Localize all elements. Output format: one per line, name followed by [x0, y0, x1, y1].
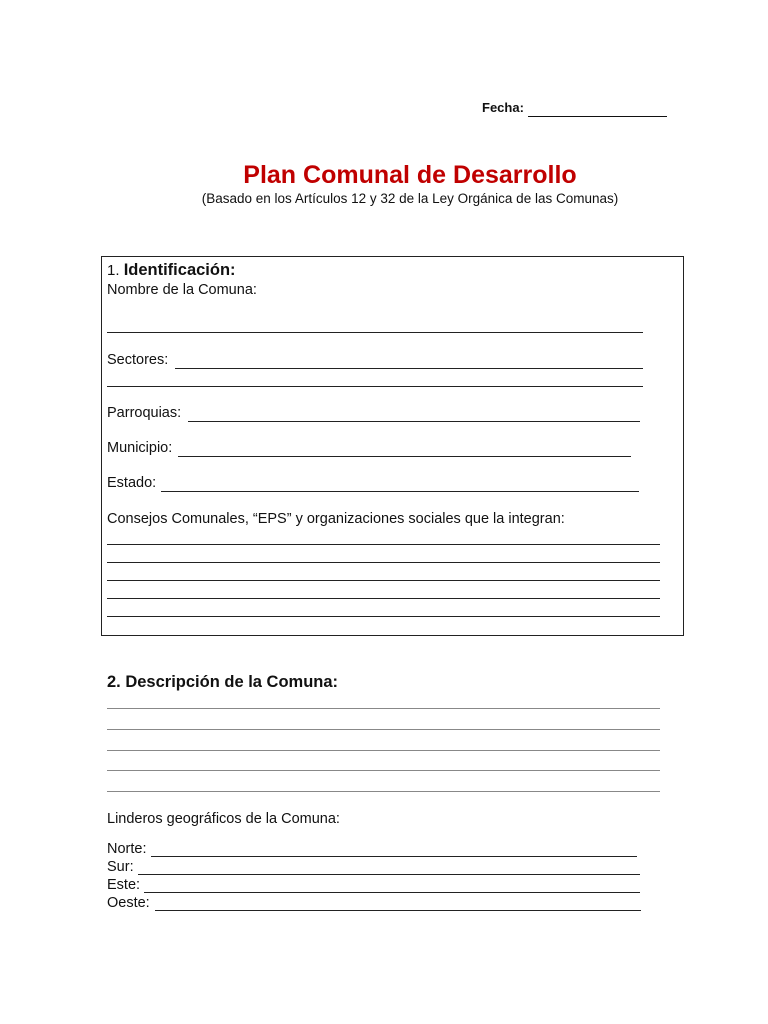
consejos-field-5[interactable] [107, 616, 660, 617]
descripcion-field-2[interactable] [107, 729, 660, 730]
document-subtitle: (Basado en los Artículos 12 y 32 de la Ley Orgánica de las Comunas) [201, 191, 619, 206]
consejos-label: Consejos Comunales, “EPS” y organizaciones sociales que la integran: [107, 511, 565, 527]
sur-label: Sur: [107, 859, 134, 875]
este-field[interactable] [144, 892, 640, 893]
descripcion-field-1[interactable] [107, 708, 660, 709]
section-2-heading: 2. Descripción de la Comuna: [107, 673, 339, 691]
nombre-comuna-field[interactable] [107, 332, 643, 333]
parroquias-field[interactable] [188, 421, 640, 422]
fecha-label: Fecha: [482, 100, 524, 115]
municipio-field[interactable] [178, 456, 631, 457]
section-1-number: 1. [107, 262, 120, 279]
consejos-field-1[interactable] [107, 544, 660, 545]
este-label: Este: [107, 877, 141, 893]
sectores-field[interactable] [175, 368, 643, 369]
consejos-field-4[interactable] [107, 598, 660, 599]
estado-label: Estado: [107, 475, 157, 491]
oeste-label: Oeste: [107, 895, 150, 911]
consejos-field-3[interactable] [107, 580, 660, 581]
consejos-field-2[interactable] [107, 562, 660, 563]
norte-field[interactable] [151, 856, 637, 857]
descripcion-field-5[interactable] [107, 791, 660, 792]
section-1-title: Identificación: [123, 261, 236, 279]
sectores-field-2[interactable] [107, 386, 643, 387]
identificacion-box [101, 256, 684, 636]
nombre-comuna-label: Nombre de la Comuna: [107, 282, 257, 298]
norte-label: Norte: [107, 841, 147, 857]
section-1-heading [107, 261, 236, 280]
linderos-label: Linderos geográficos de la Comuna: [107, 811, 340, 827]
document-title: Plan Comunal de Desarrollo [243, 161, 577, 189]
descripcion-field-3[interactable] [107, 750, 660, 751]
oeste-field[interactable] [155, 910, 641, 911]
municipio-label: Municipio: [107, 440, 173, 456]
estado-field[interactable] [161, 491, 639, 492]
fecha-field[interactable] [528, 116, 667, 117]
sectores-label: Sectores: [107, 352, 169, 368]
parroquias-label: Parroquias: [107, 405, 182, 421]
sur-field[interactable] [138, 874, 640, 875]
descripcion-field-4[interactable] [107, 770, 660, 771]
